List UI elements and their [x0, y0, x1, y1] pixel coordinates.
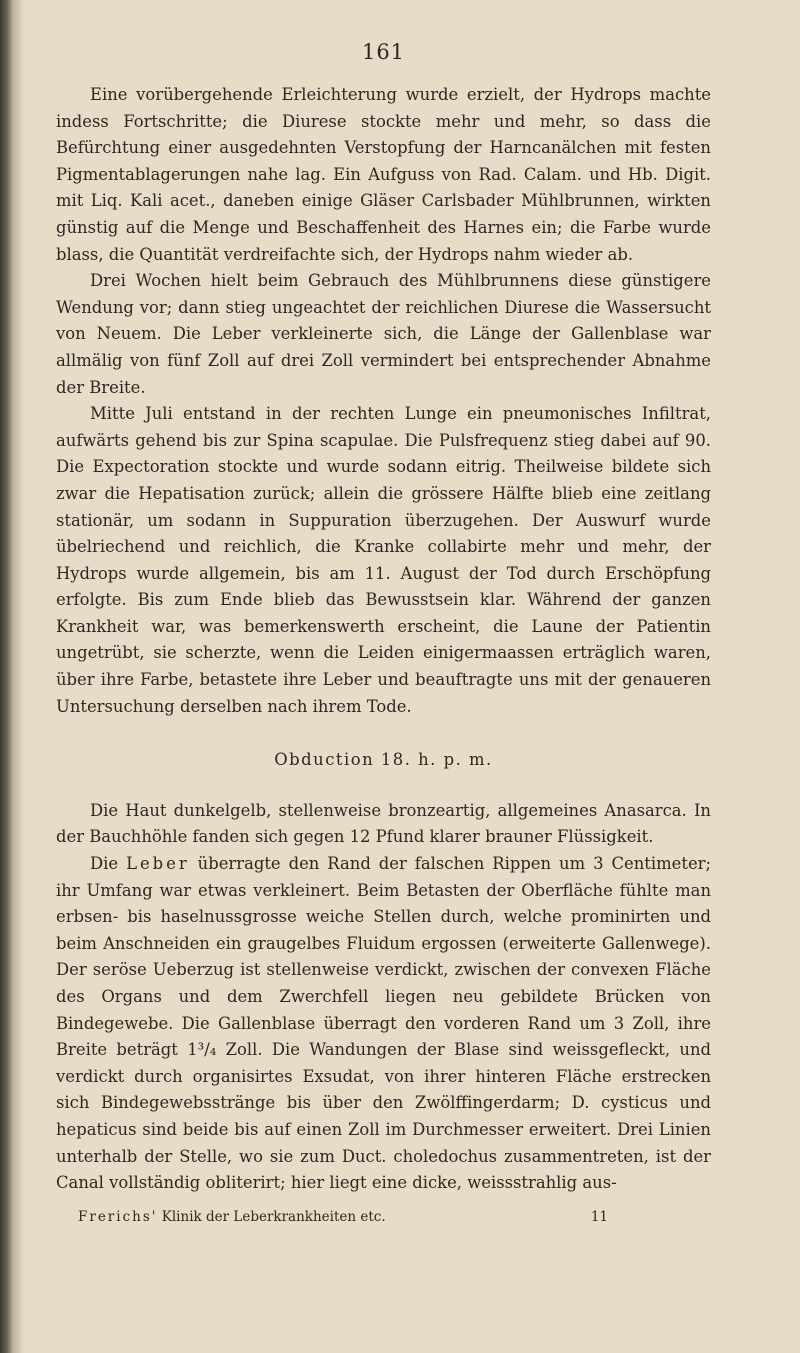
footer-citation — [78, 1207, 386, 1227]
leber-text: überragte den Rand der falschen Rippen um 3 Centimeter; ihr Umfang war etwas verkleinert. Beim Betasten der Oberfläche fühlte man erbsen- bis haselnussgrosse weiche Stellen durch, welche prominirten und beim Anschneiden ein graugelbes Fluidum ergossen (erweiterte Gallenwege). Der seröse Ueberzug ist stellenweise verdickt, zwischen der convexen Fläche des Organs und dem Zwerchfell liegen neu gebildete Brücken von Bindegewebe. Die Gallenblase überragt den vorderen Rand um 3 Zoll, ihre Breite beträgt 1³/₄ Zoll. Die Wandungen der Blase sind weissgefleckt, und verdickt durch organisirtes Exsudat, von ihrer hinteren Fläche erstrecken sich Bindegewebsstränge bis über den Zwölffingerdarm; D. cysticus und hepaticus sind beide bis auf einen Zoll im Durchmesser erweitert. Drei Linien unterhalb der Stelle, wo sie zum Duct. choledochus zusammentreten, ist der Canal vollständig obliterirt; hier liegt eine dicke, weissstrahlig aus- — [56, 854, 712, 1193]
footer-title: Klinik der Leberkrankheiten etc. — [161, 1209, 386, 1225]
leber-lead-word: Leber — [126, 854, 190, 874]
book-spine-shadow — [0, 0, 14, 1353]
paragraph-mitte-juli: Mitte Juli entstand in der rechten Lunge ein pneumonisches Infiltrat, aufwärts gehend bis zur Spina scapulae. Die Pulsfrequenz stieg dabei auf 90. Die Expectoration stockte und wurde sodann eitrig. Theilweise bildete sich zwar die Hepatisation zurück; allein die grössere Hälfte blieb eine zeitlang stationär, um sodann in Suppuration überzugehen. Der Auswurf wurde übelriechend und reichlich, die Kranke collabirte mehr und mehr, der Hydrops wurde allgemein, bis am 11. August der Tod durch Erschöpfung erfolgte. Bis zum Ende blieb das Bewusstsein klar. Während der ganzen Krankheit war, was bemerkenswerth erscheint, die Laune der Patientin ungetrübt, sie scherzte, wenn die Leiden einigermaassen erträglich waren, über ihre Farbe, betastete ihre Leber und beauftragte uns mit der genaueren Untersuchung derselben nach ihrem Tode. — [56, 404, 711, 716]
paragraph-drei-wochen: Drei Wochen hielt beim Gebrauch des Mühlbrunnens diese günstigere Wendung vor; dann stieg ungeachtet der reichlichen Diurese die Wassersucht von Neuem. Die Leber verkleinerte sich, die Länge der Gallenblase war allmälig von fünf Zoll auf drei Zoll vermindert bei entsprechender Abnahme der Breite. — [56, 271, 711, 397]
footer-signature: 11 — [590, 1209, 608, 1225]
paragraph-leber — [56, 851, 711, 1197]
book-page — [56, 40, 711, 1197]
leber-prefix: Die — [90, 854, 127, 874]
paragraph-erleichterung: Eine vorübergehende Erleichterung wurde erzielt, der Hydrops machte indess Fortschritte; die Diurese stockte mehr und mehr, so dass die Befürchtung einer ausgedehnten Verstopfung der Harncanälchen mit festen Pigmentablagerungen nahe lag. Ein Aufguss von Rad. Calam. und Hb. Digit. mit Liq. Kali acet., daneben einige Gläser Carlsbader Mühlbrunnen, wirkten günstig auf die Menge und Beschaffenheit des Harnes ein; die Farbe wurde blass, die Quantität verdreifachte sich, der Hydrops nahm wieder ab. — [56, 85, 711, 264]
footer-author: Frerichs' — [78, 1209, 158, 1225]
paragraph-haut: Die Haut dunkelgelb, stellenweise bronzeartig, allgemeines Anasarca. In der Bauchhöhle fanden sich gegen 12 Pfund klarer brauner Flüssigkeit. — [56, 800, 711, 847]
section-heading-obduction: Obduction 18. h. p. m. — [274, 750, 493, 770]
page-footer — [78, 1207, 608, 1227]
gutter-shading — [14, 0, 24, 1353]
page-number: 161 — [361, 40, 406, 64]
